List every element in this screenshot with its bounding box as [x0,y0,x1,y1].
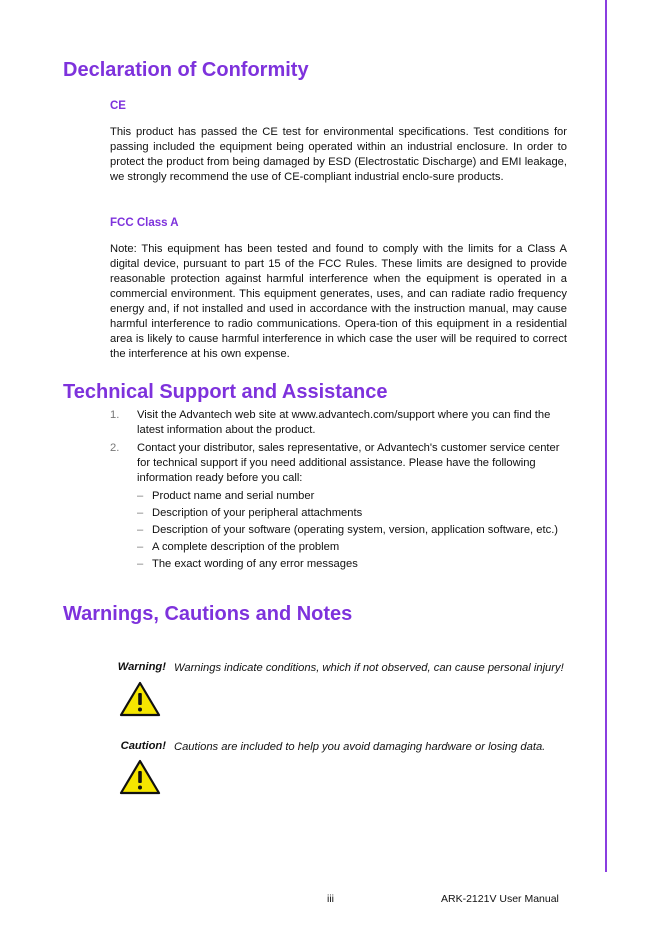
warning-triangle-icon [119,681,161,717]
list-item-text: Contact your distributor, sales representative, or Advantech's customer service center for technical support if you need additional assistance. Please have the following information ready before you call: [137,442,560,484]
support-list [110,408,567,572]
sub-list-item [110,506,567,521]
caution-text: Cautions are included to help you avoid damaging hardware or losing data. [174,741,546,753]
sub-list-item [110,557,567,572]
sub-item-text: Description of your software (operating system, version, application software, etc.) [152,524,559,536]
warning-text: Warnings indicate conditions, which if not observed, can cause personal injury! [174,662,564,674]
declaration-title: Declaration of Conformity [63,59,309,81]
list-item [110,441,567,486]
list-item-text: Visit the Advantech web site at www.advantech.com/support where you can find the latest information about the product. [137,409,551,436]
page-number: iii [327,893,334,905]
ce-paragraph: This product has passed the CE test for environmental specifications. Test conditions for passing included the equipment being operated within an industrial enclosure. In order to protect the product from being damaged by ESD (Electrostatic Discharge) and EMI leakage, we strongly recommend the use of CE-compliant industrial enclo-sure products. [110,126,567,183]
caution-triangle-icon [119,759,161,795]
dash-bullet: – [137,490,144,502]
caution-label: Caution! [120,740,166,752]
dash-bullet: – [137,541,144,553]
support-title: Technical Support and Assistance [63,381,388,403]
margin-rule [605,0,607,872]
sub-item-text: Product name and serial number [152,490,315,502]
list-number: 1. [110,409,120,421]
sub-item-text: A complete description of the problem [152,541,340,553]
manual-title: ARK-2121V User Manual [441,893,559,905]
dash-bullet: – [137,507,144,519]
ce-heading: CE [110,100,126,112]
fcc-heading: FCC Class A [110,217,179,229]
sub-list-item [110,523,567,538]
sub-item-text: Description of your peripheral attachments [152,507,363,519]
sub-item-text: The exact wording of any error messages [152,558,358,570]
warnings-title: Warnings, Cautions and Notes [63,603,353,625]
warning-label: Warning! [117,661,166,673]
list-item [110,408,567,438]
sub-list-item [110,489,567,504]
fcc-paragraph: Note: This equipment has been tested and found to comply with the limits for a Class A digital device, pursuant to part 15 of the FCC Rules. These limits are designed to provide reasonable protection against harmful interference when the equipment is operated in a commercial environment. This equipment generates, uses, and can radiate radio frequency energy and, if not installed and used in accordance with the instruction manual, may cause harmful interference to radio communications. Opera-tion of this equipment in a residential area is likely to cause harmful interference in which case the user will be required to correct the interference at his own expense. [110,243,567,360]
dash-bullet: – [137,524,144,536]
list-number: 2. [110,442,120,454]
sub-list-item [110,540,567,555]
dash-bullet: – [137,558,144,570]
